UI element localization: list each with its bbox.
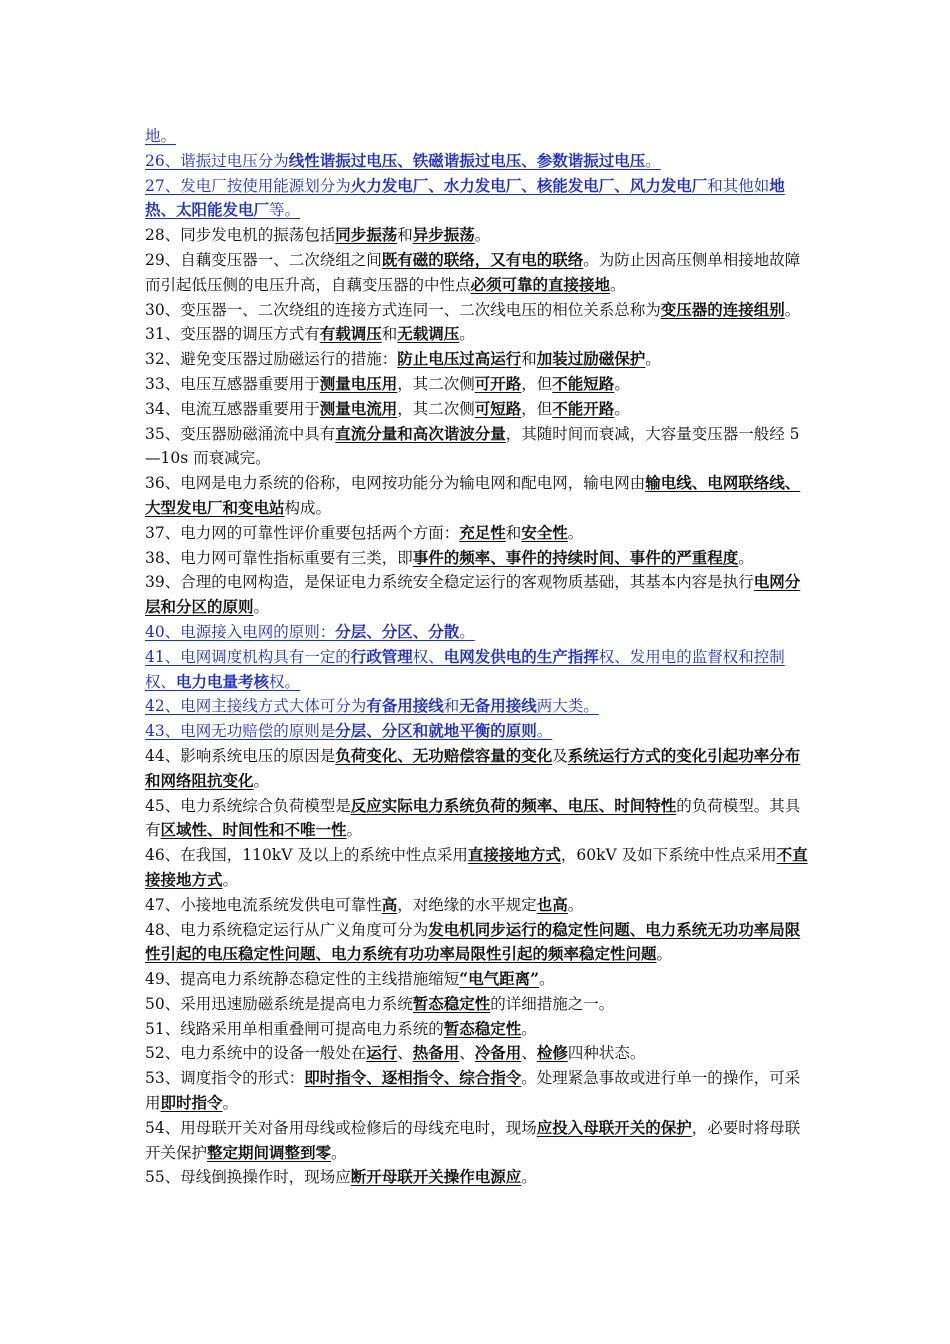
text-segment: 42、电网主接线方式大体可分为 bbox=[145, 697, 367, 716]
text-segment: 和 bbox=[381, 325, 398, 344]
list-item bbox=[145, 1165, 810, 1190]
text-segment: 26、谐振过电压分为 bbox=[145, 151, 289, 170]
list-item bbox=[145, 967, 810, 992]
text-segment: 权、 bbox=[412, 647, 444, 666]
text-segment: 45、电力系统综合负荷模型是 bbox=[145, 796, 351, 815]
list-item bbox=[145, 372, 810, 397]
list-item bbox=[145, 893, 810, 918]
text-segment: 。 bbox=[656, 945, 673, 964]
underlined-term: 无载调压 bbox=[397, 324, 460, 344]
underlined-term: 即时指令、逐相指令、综合指令 bbox=[304, 1068, 522, 1088]
list-item bbox=[145, 843, 810, 893]
text-segment: 和 bbox=[443, 697, 460, 716]
underlined-term: 反应实际电力系统负荷的频率、电压、时间特性 bbox=[350, 795, 677, 815]
underlined-term: 可开路 bbox=[474, 373, 522, 393]
underlined-term: 可短路 bbox=[474, 398, 522, 418]
list-item bbox=[145, 620, 810, 645]
text-segment: ，其二次侧 bbox=[397, 399, 475, 418]
text-segment: ，对绝缘的水平规定 bbox=[397, 895, 537, 914]
text-segment: 的详细措施之一。 bbox=[490, 994, 615, 1013]
list-item bbox=[145, 744, 810, 794]
list-item bbox=[145, 1017, 810, 1042]
text-segment: 。 bbox=[567, 523, 584, 542]
underlined-term: 直流分量和高次谐波分量 bbox=[335, 423, 506, 443]
text-segment: 。 bbox=[610, 275, 626, 294]
underlined-term: 异步振荡 bbox=[412, 225, 475, 245]
list-item bbox=[145, 694, 810, 719]
text-segment: 35、变压器励磁涌流中具有 bbox=[145, 424, 336, 443]
list-item bbox=[145, 223, 810, 248]
underlined-term: 暂态稳定性 bbox=[412, 993, 491, 1013]
text-segment: 。 bbox=[645, 350, 661, 369]
text-segment: 两大类。 bbox=[536, 697, 599, 716]
underlined-term: “电气距离” bbox=[459, 969, 540, 989]
underlined-term: 断开母联开关操作电源应 bbox=[350, 1167, 522, 1187]
document-body bbox=[145, 124, 810, 1190]
text-segment: 40、电源接入电网的原则： bbox=[145, 622, 336, 641]
text-segment: ，其随时间而衰减，大容量变压器一般经 5—10s 而衰减完。 bbox=[145, 424, 800, 468]
text-segment: 41、电网调度机构具有一定的 bbox=[145, 647, 351, 666]
text-segment: 55、母线倒换操作时，现场应 bbox=[145, 1168, 351, 1187]
list-item bbox=[145, 645, 810, 695]
underlined-term: 线性谐振过电压、铁磁谐振过电压、参数谐振过电压 bbox=[288, 150, 646, 170]
text-segment: ，但 bbox=[521, 374, 553, 393]
list-item bbox=[145, 347, 810, 372]
underlined-term: 应投入母联开关的保护 bbox=[536, 1117, 692, 1137]
text-segment: 。 bbox=[222, 1094, 239, 1113]
text-segment: 27、发电厂按使用能源划分为 bbox=[145, 176, 351, 195]
underlined-term: 无备用接线 bbox=[459, 696, 537, 716]
underlined-term: 加装过励磁保护 bbox=[536, 349, 646, 369]
text-segment: 37、电力网的可靠性评价重要包括两个方面： bbox=[145, 523, 460, 542]
text-segment: 构成。 bbox=[284, 498, 332, 517]
text-segment: 。处理紧急事故或进行单一的操作，可采用 bbox=[145, 1069, 801, 1113]
underlined-term: 直接接地方式 bbox=[467, 845, 561, 865]
underlined-term: 高 bbox=[381, 894, 398, 914]
text-segment: 31、变压器的调压方式有 bbox=[145, 325, 320, 344]
text-segment: 29、自藕变压器一、二次绕组之间 bbox=[145, 250, 382, 269]
underlined-term: 不直接接地方式 bbox=[145, 845, 808, 889]
text-segment: ，但 bbox=[521, 399, 553, 418]
text-segment: 。 bbox=[474, 226, 491, 245]
text-segment: 。 bbox=[784, 300, 801, 319]
text-segment: 51、线路采用单相重叠闸可提高电力系统的 bbox=[145, 1019, 444, 1038]
text-segment: 。 bbox=[222, 870, 239, 889]
list-item bbox=[145, 521, 810, 546]
text-segment: 等。 bbox=[269, 201, 301, 220]
text-segment: 。 bbox=[738, 548, 754, 567]
text-segment: 的负荷模型。其具有 bbox=[145, 796, 801, 840]
list-item bbox=[145, 471, 810, 521]
text-segment: 54、用母联开关对备用母线或检修后的母线充电时，现场 bbox=[145, 1118, 537, 1137]
list-item bbox=[145, 422, 810, 472]
text-segment: ，必要时将母联开关保护 bbox=[145, 1118, 801, 1162]
text-segment: 。为防止因高压侧单相接地故障而引起低压侧的电压升高，自藕变压器的中性点 bbox=[145, 250, 801, 294]
underlined-term: 防止电压过高运行 bbox=[397, 349, 522, 369]
text-segment: 39、合理的电网构造，是保证电力系统安全稳定运行的客观物质基础，其基本内容是执行 bbox=[145, 573, 754, 592]
list-item bbox=[145, 570, 810, 620]
underlined-term: 火力发电厂、水力发电厂、核能发电厂、风力发电厂 bbox=[350, 175, 708, 195]
text-segment: 。 bbox=[567, 895, 584, 914]
underlined-term: 负荷变化、无功赔偿容量的变化 bbox=[335, 745, 553, 765]
text-segment: 43、电网无功赔偿的原则是 bbox=[145, 722, 336, 741]
underlined-term: 同步振荡 bbox=[335, 225, 398, 245]
text-segment: 和 bbox=[505, 523, 522, 542]
list-item bbox=[145, 174, 810, 224]
list-item bbox=[145, 397, 810, 422]
underlined-term: 也高 bbox=[536, 894, 568, 914]
text-segment: 。 bbox=[253, 771, 270, 790]
underlined-term: 变压器的连接组别 bbox=[660, 299, 785, 319]
text-segment: 。 bbox=[645, 151, 661, 170]
underlined-term: 分层、分区、分散 bbox=[335, 621, 460, 641]
text-segment: 52、电力系统中的设备一般处在 bbox=[145, 1044, 367, 1063]
text-segment: 及 bbox=[552, 746, 568, 765]
list-item bbox=[145, 719, 810, 744]
text-segment: 。 bbox=[253, 598, 270, 617]
underlined-term: 发电机同步运行的稳定性问题、电力系统无功功率局限性引起的电压稳定性问题、电力系统有功功率局限性引起的频率稳定性问题 bbox=[145, 919, 801, 964]
list-item bbox=[145, 298, 810, 323]
underlined-term: 必须可靠的直接接地 bbox=[470, 274, 611, 294]
underlined-term: 整定期间调整到零 bbox=[207, 1142, 332, 1162]
text-segment: 、 bbox=[397, 1044, 413, 1063]
text-segment: 。 bbox=[331, 1143, 347, 1162]
text-segment: 44、影响系统电压的原因是 bbox=[145, 746, 336, 765]
underlined-term: 不能开路 bbox=[552, 398, 615, 418]
text-segment: 。 bbox=[614, 399, 630, 418]
underlined-term: 运行 bbox=[366, 1043, 398, 1063]
text-segment: 。 bbox=[459, 622, 475, 641]
text-segment: 50、采用迅速励磁系统是提高电力系统 bbox=[145, 994, 413, 1013]
text-segment: 48、电力系统稳定运行从广义角度可分为 bbox=[145, 920, 429, 939]
text-segment: 。 bbox=[521, 1019, 537, 1038]
underlined-term: 电网发供电的生产指挥 bbox=[443, 646, 599, 666]
list-item bbox=[145, 149, 810, 174]
text-segment: 32、避免变压器过励磁运行的措施： bbox=[145, 350, 398, 369]
text-segment: 34、电流互感器重要用于 bbox=[145, 399, 320, 418]
underlined-term: 既有磁的联络，又有电的联络 bbox=[381, 249, 584, 269]
text-segment: 权、发用电的监督权和控制权、 bbox=[145, 647, 785, 691]
text-segment: 和 bbox=[521, 350, 537, 369]
list-item bbox=[145, 322, 810, 347]
text-segment: 53、调度指令的形式： bbox=[145, 1069, 305, 1088]
underlined-term: 测量电压用 bbox=[319, 373, 398, 393]
underlined-term: 有备用接线 bbox=[366, 696, 444, 716]
underlined-term: 地热、太阳能发电厂 bbox=[145, 175, 785, 220]
text-segment: 49、提高电力系统静态稳定性的主线措施缩短 bbox=[145, 970, 460, 989]
text-segment: 38、电力网可靠性指标重要有三类，即 bbox=[145, 548, 413, 567]
underlined-term: 即时指令 bbox=[160, 1093, 223, 1113]
text-segment: 和 bbox=[397, 226, 413, 245]
list-item bbox=[145, 1041, 810, 1066]
underlined-term: 冷备用 bbox=[474, 1043, 522, 1063]
list-item bbox=[145, 1116, 810, 1166]
text-segment: 。 bbox=[459, 325, 475, 344]
text-segment: 。 bbox=[614, 374, 630, 393]
text-segment: 。 bbox=[536, 722, 553, 741]
text-segment: 33、电压互感器重要用于 bbox=[145, 374, 320, 393]
underlined-term: 电网分层和分区的原则 bbox=[145, 572, 801, 617]
underlined-term: 有载调压 bbox=[319, 324, 382, 344]
underlined-term: 充足性 bbox=[459, 522, 506, 542]
list-item bbox=[145, 992, 810, 1017]
underlined-term: 分层、分区和就地平衡的原则 bbox=[335, 721, 537, 741]
list-item bbox=[145, 124, 810, 149]
text-segment: 、 bbox=[459, 1044, 475, 1063]
text-segment: ，其二次侧 bbox=[397, 374, 475, 393]
underlined-term: 行政管理 bbox=[350, 646, 413, 666]
text-segment: 36、电网是电力系统的俗称，电网按功能分为输电网和配电网，输电网由 bbox=[145, 474, 646, 493]
text-segment: 。 bbox=[539, 970, 555, 989]
list-item bbox=[145, 546, 810, 571]
underlined-term: 测量电流用 bbox=[319, 398, 398, 418]
underlined-term: 检修 bbox=[536, 1043, 568, 1063]
text-segment: 47、小接地电流系统发供电可靠性 bbox=[145, 895, 382, 914]
underlined-term: 区域性、时间性和不唯一性 bbox=[160, 820, 347, 840]
underlined-term: 系统运行方式的变化引起功率分布和网络阻抗变化 bbox=[145, 745, 801, 790]
text-segment: 地。 bbox=[145, 127, 177, 145]
list-item bbox=[145, 248, 810, 298]
underlined-term: 暂态稳定性 bbox=[443, 1018, 522, 1038]
underlined-term: 电力电量考核 bbox=[176, 671, 270, 691]
underlined-term: 输电线、电网联络线、大型发电厂和变电站 bbox=[145, 473, 801, 517]
text-segment: 28、同步发电机的振荡包括 bbox=[145, 226, 336, 245]
underlined-term: 安全性 bbox=[521, 522, 568, 542]
text-segment: 30、变压器一、二次绕组的连接方式连同一、二次线电压的相位关系总称为 bbox=[145, 300, 661, 319]
text-segment: 和其他如 bbox=[707, 176, 770, 195]
text-segment: 。 bbox=[346, 821, 363, 840]
underlined-term: 事件的频率、事件的持续时间、事件的严重程度 bbox=[412, 547, 739, 567]
underlined-term: 热备用 bbox=[412, 1043, 460, 1063]
list-item bbox=[145, 918, 810, 968]
text-segment: 、 bbox=[521, 1044, 537, 1063]
text-segment: 。 bbox=[521, 1168, 537, 1187]
text-segment: 四种状态。 bbox=[567, 1044, 646, 1063]
list-item bbox=[145, 1066, 810, 1116]
list-item bbox=[145, 794, 810, 844]
text-segment: 权。 bbox=[269, 672, 301, 691]
underlined-term: 不能短路 bbox=[552, 373, 615, 393]
text-segment: ，60kV 及如下系统中性点采用 bbox=[560, 846, 777, 865]
text-segment: 46、在我国，110kV 及以上的系统中性点采用 bbox=[145, 846, 468, 865]
